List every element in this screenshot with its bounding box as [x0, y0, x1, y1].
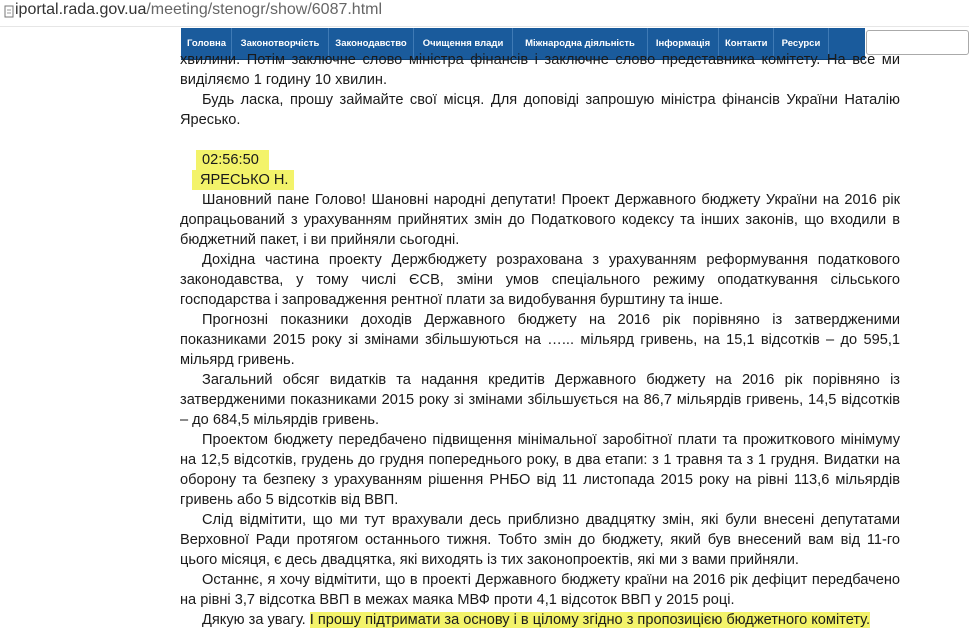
closing-plain-text: Дякую за увагу. — [202, 612, 310, 628]
nav-item-home[interactable]: Головна — [187, 38, 227, 49]
nav-item-contacts[interactable]: Контакти — [725, 38, 768, 49]
url-text[interactable] — [15, 1, 382, 19]
nav-item-resources[interactable]: Ресурси — [781, 38, 821, 49]
speaker-name: ЯРЕСЬКО Н. — [192, 170, 294, 190]
transcript-intro-2: Будь ласка, прошу займайте свої місця. Для доповіді запрошую міністра фінансів України Наталію Яресько. — [180, 92, 900, 128]
url-path: /meeting/stenogr/show/6087.html — [146, 1, 383, 18]
paragraph-gap — [180, 130, 900, 150]
toolbar-divider — [0, 26, 969, 27]
speech-paragraph: Дохідна частина проекту Держбюджету розрахована з урахуванням реформування податкового законодавства, у тому числі ЄСВ, зміни умов спеціального режиму оподаткування сільського господарства і запровадження рентної плати за видобування бурштину та інше. — [180, 252, 900, 308]
speech-paragraph: Загальний обсяг видатків та надання кредитів Державного бюджету на 2016 рік порівняно із затвердженими показниками 2015 року зі змінами збільшується на 86,7 мільярдів гривень, 14,5 відсотків – до 684,5 мільярдів гривень. — [180, 372, 900, 428]
address-bar[interactable] — [0, 0, 969, 24]
speech-paragraph: Слід відмітити, що ми тут врахували десь приблизно двадцятку змін, які були внесені депутатами Верховної Ради протягом останнього тижня. Тобто змін до бюджету, який був внесений вам від 11-го цього місяця, є десь двадцятка, які виходять із тих законопроектів, які ми з вами прийняли. — [180, 512, 900, 568]
speech-closing — [180, 610, 900, 630]
nav-item-information[interactable]: Інформація — [655, 38, 711, 49]
url-host: iportal.rada.gov.ua — [15, 1, 147, 18]
transcript-intro-1: хвилини. Потім заключне слово міністра фінансів і заключне слово представника комітету. На все ми виділяємо 1 годину 10 хвилин. — [180, 52, 900, 88]
speech-paragraph: Останнє, я хочу відмітити, що в проекті Державного бюджету країни на 2016 рік дефіцит передбачено на рівні 3,7 відсотка ВВП в межах маяка МВФ проти 4,1 відсоток ВВП у 2015 році. — [180, 572, 900, 608]
nav-item-lawmaking[interactable]: Законотворчість — [240, 38, 320, 49]
speech-paragraph: Проектом бюджету передбачено підвищення мінімальної заробітної плати та прожиткового мінімуму на 12,5 відсотків, грудень до грудня попереднього року, в два етапи: з 1 травня та з 1 грудня. Видатки на оборону та безпеку з урахуванням рішення РНБО від 11 листопада 2015 року на рівні 113,6 мільярдів гривень або 5 відсотків від ВВП. — [180, 432, 900, 508]
nav-item-international[interactable]: Міжнародна діяльність — [525, 38, 635, 49]
page-icon — [4, 4, 14, 18]
closing-highlighted-text: І прошу підтримати за основу і в цілому згідно з пропозицією бюджетного комітету. — [309, 612, 871, 628]
nav-item-lustration[interactable]: Очищення влади — [422, 38, 504, 49]
speech-paragraph: Прогнозні показники доходів Державного бюджету на 2016 рік порівняно із затвердженими показниками 2015 року зі змінами збільшуються на …... мільярд гривень, на 15,1 відсотків – до 595,1 мільярд гривень. — [180, 312, 900, 368]
transcript-body — [180, 50, 900, 630]
speech-paragraph: Шановний пане Голово! Шановні народні депутати! Проект Державного бюджету України на 2016 рік допрацьований з урахуванням прийнятих змін до Податкового кодексу та інших законів, що входили в бюджетний пакет, і ви прийняли сьогодні. — [180, 192, 900, 248]
nav-item-legislation[interactable]: Законодавство — [335, 38, 407, 49]
timestamp-highlight: 02:56:50 — [196, 150, 269, 170]
